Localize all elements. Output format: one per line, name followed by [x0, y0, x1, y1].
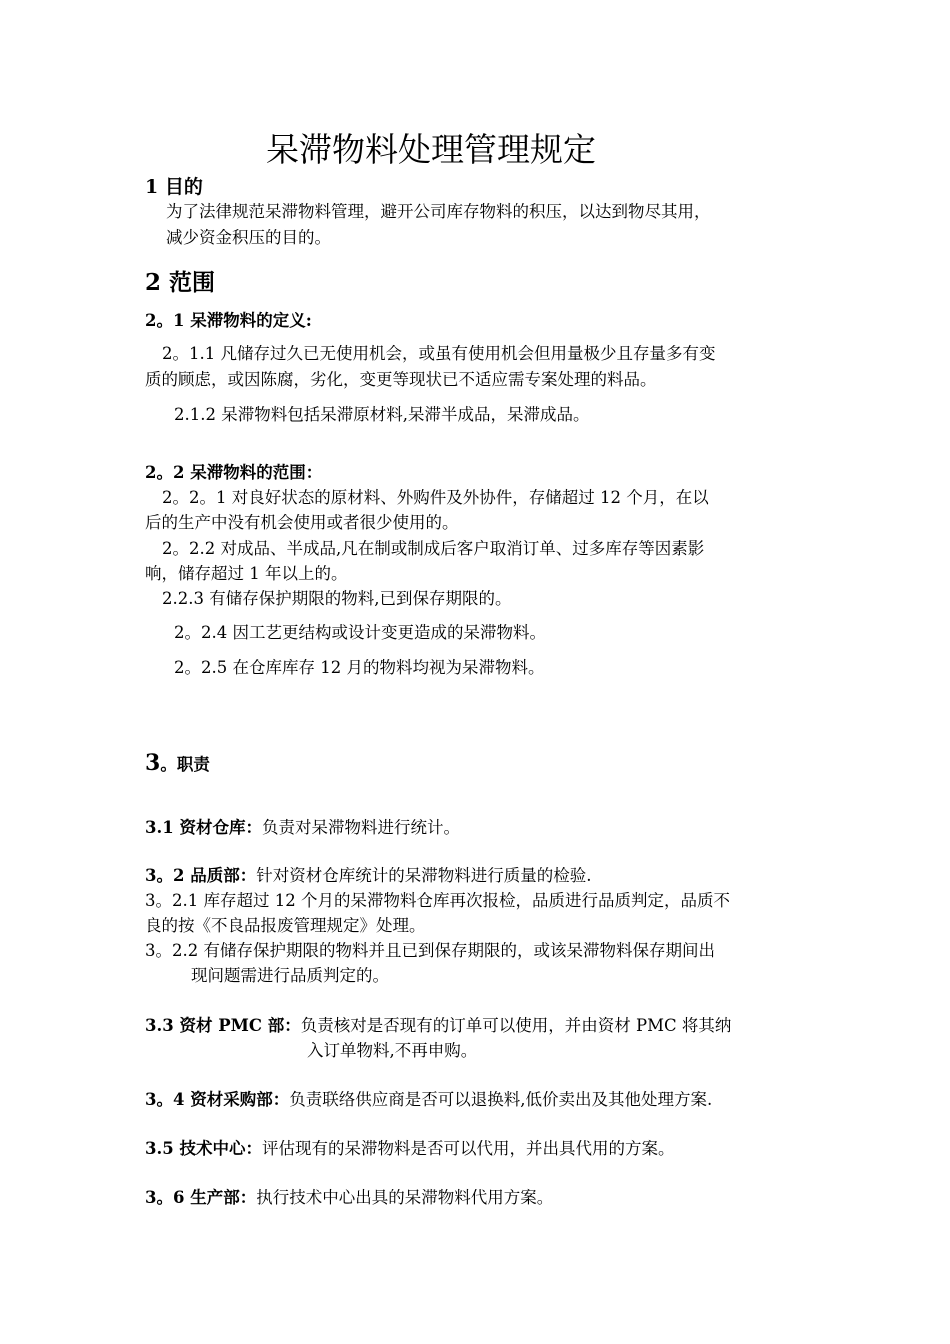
- paragraph-2-2-1-line-1: 2。2。1 对良好状态的原材料、外购件及外协件，存储超过 12 个月，在以: [162, 488, 709, 507]
- role-3-2-text: 针对资材仓库统计的呆滞物料进行质量的检验.: [256, 866, 592, 885]
- section-3-heading: [145, 752, 210, 776]
- role-3-3-label: 3.3 资材 PMC 部：: [145, 1016, 301, 1035]
- role-3-3-text-line-2: 入订单物料,不再申购。: [307, 1041, 478, 1060]
- section-2-2-heading: 2。2 呆滞物料的范围：: [145, 463, 323, 482]
- role-3-5: [145, 1138, 674, 1160]
- section-1-text-line-1: 为了法律规范呆滞物料管理，避开公司库存物料的积压，以达到物尽其用，: [166, 202, 711, 221]
- document-title: 呆滞物料处理管理规定: [266, 130, 596, 169]
- role-3-5-label: 3.5 技术中心：: [145, 1139, 262, 1158]
- role-3-2-2-line-1: 3。2.2 有储存保护期限的物料并且已到保存期限的，或该呆滞物料保存期间出: [145, 941, 715, 960]
- paragraph-2-1-1-line-2: 质的顾虑，或因陈腐，劣化，变更等现状已不适应需专案处理的料品。: [145, 370, 657, 389]
- paragraph-2-1-2: 2.1.2 呆滞物料包括呆滞原材料,呆滞半成品，呆滞成品。: [174, 405, 590, 424]
- role-3-4: [145, 1089, 712, 1111]
- paragraph-2-2-5: 2。2.5 在仓库库存 12 月的物料均视为呆滞物料。: [174, 658, 545, 677]
- role-3-6-label: 3。6 生产部：: [145, 1188, 257, 1207]
- section-1-text-line-2: 减少资金积压的目的。: [166, 228, 331, 247]
- role-3-4-text: 负责联络供应商是否可以退换料,低价卖出及其他处理方案.: [289, 1090, 713, 1109]
- role-3-1-label: 3.1 资材仓库：: [145, 818, 262, 837]
- section-2-1-heading: 2。1 呆滞物料的定义:: [145, 311, 312, 330]
- paragraph-2-1-1-line-1: 2。1.1 凡储存过久已无使用机会，或虽有使用机会但用量极少且存量多有变: [162, 344, 716, 363]
- role-3-3-text-line-1: 负责核对是否现有的订单可以使用，并由资材 PMC 将其纳: [300, 1016, 732, 1035]
- paragraph-2-2-4: 2。2.4 因工艺更结构或设计变更造成的呆滞物料。: [174, 623, 546, 642]
- role-3-4-label: 3。4 资材采购部：: [145, 1090, 290, 1109]
- paragraph-2-2-2-line-1: 2。2.2 对成品、半成品,凡在制或制成后客户取消订单、过多库存等因素影: [162, 539, 705, 558]
- paragraph-2-2-1-line-2: 后的生产中没有机会使用或者很少使用的。: [145, 513, 459, 532]
- role-3-3: [145, 1015, 731, 1037]
- section-3-heading-text: 。职责: [160, 755, 210, 774]
- paragraph-2-2-2-line-2: 响，储存超过 1 年以上的。: [145, 564, 348, 583]
- role-3-2: [145, 865, 591, 887]
- role-3-1-text: 负责对呆滞物料进行统计。: [261, 818, 460, 837]
- section-1-heading: 1 目的: [145, 176, 203, 198]
- role-3-2-1-line-1: 3。2.1 库存超过 12 个月的呆滞物料仓库再次报检，品质进行品质判定，品质不: [145, 891, 730, 910]
- section-3-heading-number: 3: [145, 750, 161, 776]
- role-3-5-text: 评估现有的呆滞物料是否可以代用，并出具代用的方案。: [261, 1139, 675, 1158]
- role-3-1: [145, 817, 460, 839]
- role-3-2-label: 3。2 品质部：: [145, 866, 257, 885]
- paragraph-2-2-3: 2.2.3 有储存保护期限的物料,已到保存期限的。: [162, 589, 512, 608]
- section-2-heading: 2 范围: [145, 269, 216, 296]
- role-3-2-1-line-2: 良的按《不良品报废管理规定》处理。: [145, 916, 426, 935]
- role-3-2-2-line-2: 现问题需进行品质判定的。: [191, 966, 389, 985]
- role-3-6-text: 执行技术中心出具的呆滞物料代用方案。: [256, 1188, 554, 1207]
- role-3-6: [145, 1187, 553, 1209]
